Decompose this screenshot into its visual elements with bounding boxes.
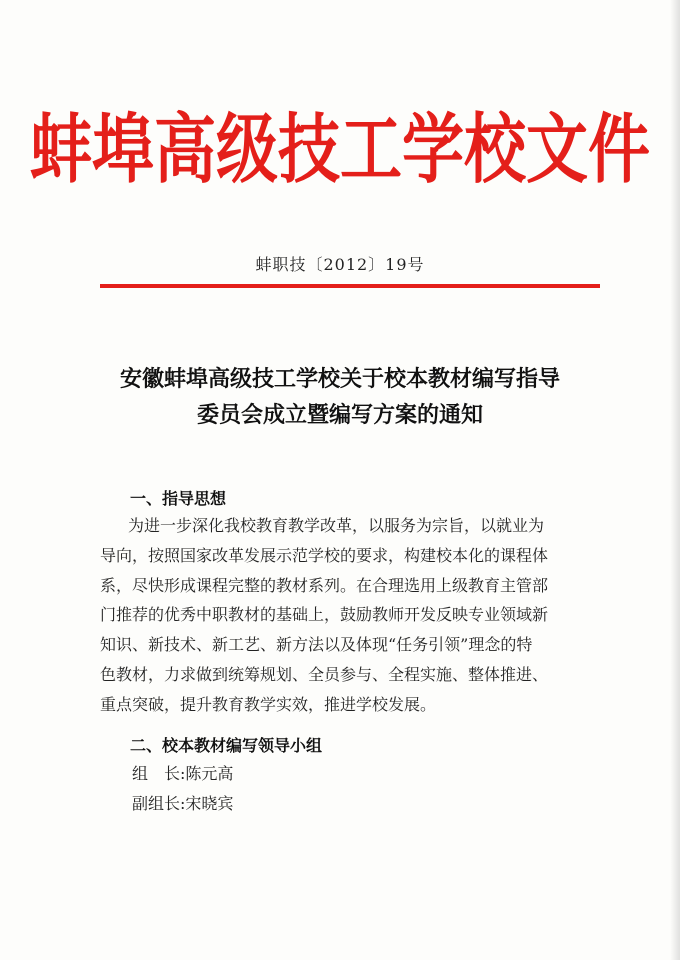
notice-title-line-1: 安徽蚌埠高级技工学校关于校本教材编写指导: [119, 367, 560, 392]
deputy-leader-row: [132, 791, 233, 814]
notice-title-line-2: 委员会成立暨编写方案的通知: [196, 403, 483, 428]
paragraph-line: 门推荐的优秀中职教材的基础上，鼓励教师开发反映专业领域新: [100, 605, 549, 625]
paragraph-line: 色教材，力求做到统筹规划、全员参与、全程实施、整体推进、: [100, 664, 549, 684]
section-heading-leading-group: 二、校本教材编写领导小组: [130, 736, 323, 755]
org-header-title: 蚌埠高级技工学校文件: [29, 104, 650, 194]
guiding-ideology-paragraph: [100, 511, 600, 720]
red-divider-line: [100, 284, 600, 288]
group-leader-role: 组 长:: [132, 764, 186, 783]
deputy-leader-name: 宋晓宾: [185, 794, 234, 813]
paragraph-line: 知识、新技术、新工艺、新方法以及体现“任务引领”理念的特: [100, 635, 533, 655]
group-leader-row: [132, 761, 233, 784]
paragraph-line: 导向，按照国家改革发展示范学校的要求，构建校本化的课程体: [100, 545, 549, 565]
paragraph-line: 为进一步深化我校教育教学改革，以服务为宗旨，以就业为: [128, 516, 545, 535]
notice-title: [0, 362, 680, 434]
group-leader-name: 陈元高: [185, 764, 234, 783]
deputy-leader-role: 副组长:: [132, 794, 186, 813]
document-number: 蚌职技〔2012〕19号: [255, 255, 425, 274]
paragraph-line: 重点突破，提升教育教学实效，推进学校发展。: [100, 694, 437, 714]
section-heading-guiding-ideology: 一、指导思想: [130, 489, 227, 508]
paragraph-line: 系，尽快形成课程完整的教材系列。在合理选用上级教育主管部: [100, 575, 549, 595]
